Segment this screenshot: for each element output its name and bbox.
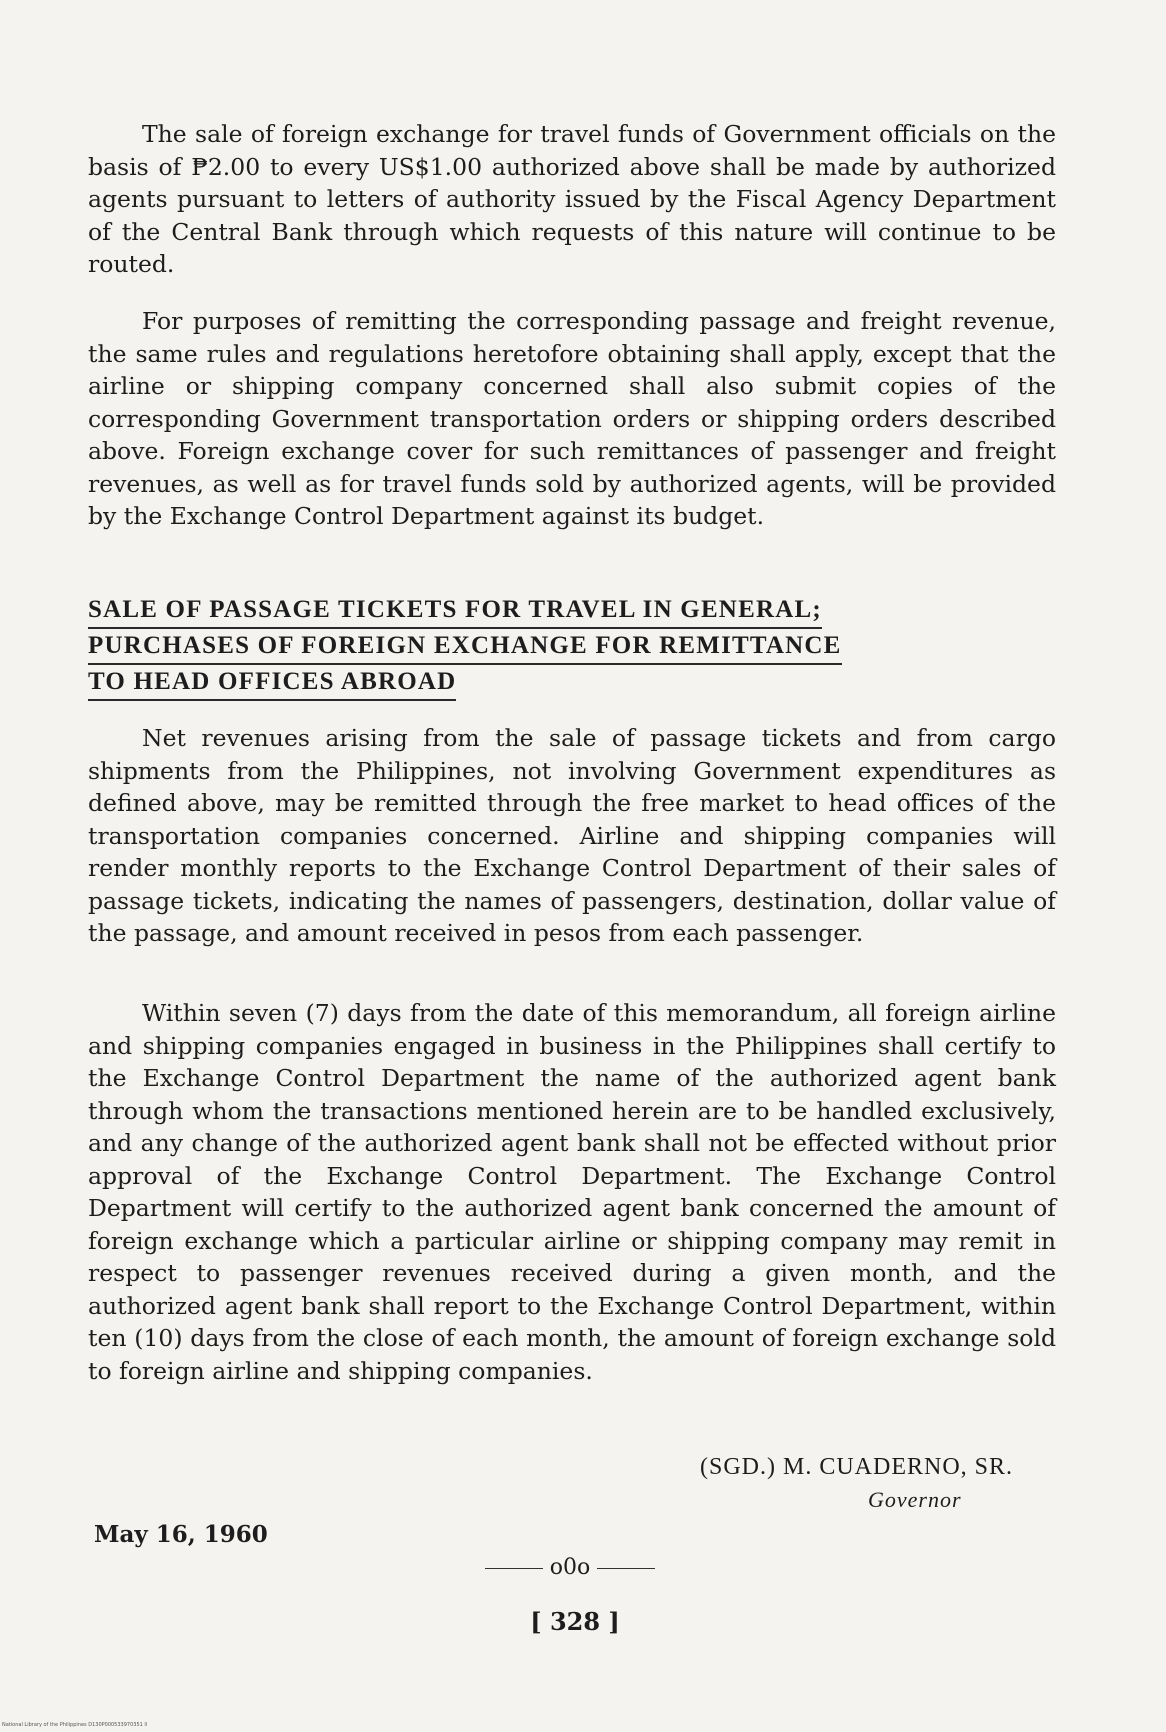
heading-line-1: SALE OF PASSAGE TICKETS FOR TRAVEL IN GENERAL; [88,593,822,629]
ornament-text: o0o [549,1555,591,1580]
paragraph-net-revenues [88,722,1056,950]
ornament-rule-left [485,1568,543,1569]
heading-line-2: PURCHASES OF FOREIGN EXCHANGE FOR REMITTANCE [88,629,842,665]
signatory-name: (SGD.) M. CUADERNO, SR. [700,1454,1014,1480]
paragraph-remitting-revenue [88,305,1056,533]
paragraph-text: For purposes of remitting the corresponding passage and freight revenue, the same rules and regulations heretofore obtaining shall apply, except that the airline or shipping company concerned shall also submit copies of the corresponding Government transportation orders or shipping orders described above. Foreign exchange cover for such remittances of passenger and freight revenues, as well as for travel funds sold by authorized agents, will be provided by the Exchange Control Department against its budget. [88,307,1056,530]
page-number: [ 328 ] [530,1607,620,1636]
paragraph-certification [88,997,1056,1387]
section-end-ornament [470,1555,670,1580]
ornament-rule-right [597,1568,655,1569]
section-heading [88,593,938,701]
paragraph-text: Net revenues arising from the sale of passage tickets and from cargo shipments from the Philippines, not involving Government expenditures as defined above, may be remitted through the free market to head offices of the transportation companies concerned. Airline and shipping companies will render monthly reports to the Exchange Control Department of their sales of passage tickets, indicating the names of passengers, destination, dollar value of the passage, and amount received in pesos from each passenger. [88,724,1056,947]
memo-date: May 16, 1960 [94,1521,268,1548]
heading-line-3: TO HEAD OFFICES ABROAD [88,665,456,701]
signatory-title: Governor [868,1487,962,1512]
paragraph-travel-funds [88,118,1056,281]
paragraph-text: Within seven (7) days from the date of this memorandum, all foreign airline and shipping companies engaged in business in the Philippines shall certify to the Exchange Control Department the name of the authorized agent bank through whom the transactions mentioned herein are to be handled exclusively, and any change of the authorized agent bank shall not be effected without prior approval of the Exchange Control Department. The Exchange Control Department will certify to the authorized agent bank concerned the amount of foreign exchange which a particular airline or shipping company may remit in respect to passenger revenues received during a given month, and the authorized agent bank shall report to the Exchange Control Department, within ten (10) days from the close of each month, the amount of foreign exchange sold to foreign airline and shipping companies. [88,999,1056,1385]
paragraph-text: The sale of foreign exchange for travel funds of Government officials on the basis of ₱2.00 to every US$1.00 authorized above shall be made by authorized agents pursuant to letters of authority issued by the Fiscal Agency Department of the Central Bank through which requests of this nature will continue to be routed. [88,120,1056,278]
archive-footer: National Library of the Philippines D130P000533970351 ll [2,1722,148,1728]
